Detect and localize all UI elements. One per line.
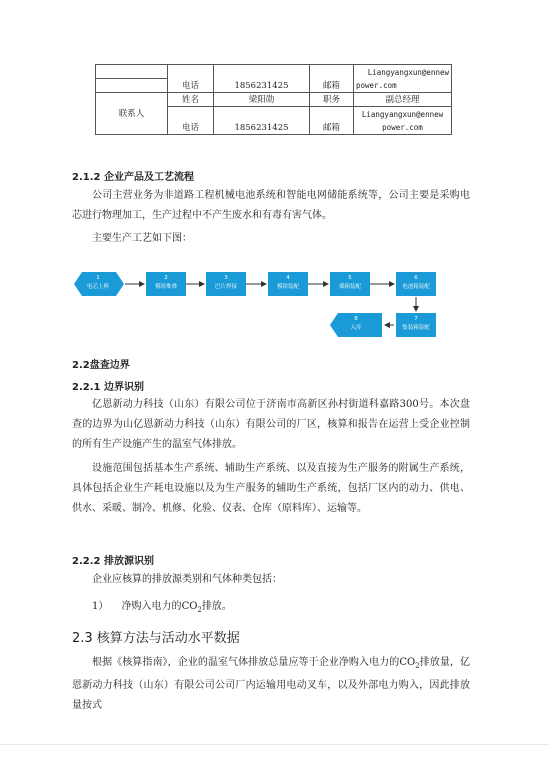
flow-step-1: 1 电芯上料 xyxy=(86,275,109,290)
table-cell: 邮箱 xyxy=(310,107,354,135)
table-cell: 姓名 xyxy=(168,93,214,107)
contact-label: 联系人 xyxy=(96,93,168,135)
list-number: 1） xyxy=(92,601,109,612)
table-cell: 梁阳勋 xyxy=(214,93,310,107)
contact-table xyxy=(95,64,452,135)
section-heading-2-2-2: 2.2.2 排放源识别 xyxy=(72,556,154,567)
list-item: 1） 净购入电力的$CO_2$排放。 xyxy=(92,601,232,614)
table-cell xyxy=(96,79,168,93)
paragraph: 主要生产工艺如下图： xyxy=(92,233,192,244)
paragraph: 亿恩新动力科技（山东）有限公司位于济南市高新区孙村街道科嘉路300号。本次盘查的边界为山亿恩新动力科技（山东）有限公司的厂区，核算和报告在运营上受企业控制的所有生产设施产生的温室气体排放。 xyxy=(72,399,470,450)
section-heading-2-1-2: 2.1.2 企业产品及工艺流程 xyxy=(72,172,194,183)
email-cell xyxy=(354,107,452,135)
email-line: power.com xyxy=(382,122,423,132)
table-cell: 电话 xyxy=(168,65,214,93)
flow-step-5: 5 插箱装配 xyxy=(330,272,370,296)
table-cell: 副总经理 xyxy=(354,93,452,107)
paragraph: 企业应核算的排放源类别和气体种类包括： xyxy=(92,574,282,585)
email-cell xyxy=(354,65,452,93)
email-line: Liangyangxun@ennew xyxy=(367,67,449,77)
section-heading-2-2-1: 2.2.1 边界识别 xyxy=(72,382,144,393)
table-cell: 1856231425 xyxy=(214,65,310,93)
paragraph: 公司主营业务为非道路工程机械电池系统和智能电网储能系统等，公司主要是采购电芯进行物理加工，生产过程中不产生废水和有毒有害气体。 xyxy=(72,190,470,221)
process-flow-diagram xyxy=(70,266,470,338)
flow-step-2: 2 模组堆叠 xyxy=(146,272,186,296)
paragraph: 根据《核算指南》，企业的温室气体排放总量应等于企业净购入电力的$CO_2$排放量，亿恩新动力科技（山东）有限公司公司厂内运输用电动叉车，以及外部电力购入，因此排放量按式 xyxy=(72,657,471,711)
email-line: Liangyangxun@ennew xyxy=(361,109,444,119)
flow-step-7: 7 集装箱装配 xyxy=(396,313,436,337)
section-heading-2-3: 2.3 核算方法与活动水平数据 xyxy=(72,631,240,646)
table-cell: 职务 xyxy=(310,93,354,107)
paragraph: 设施范围包括基本生产系统、辅助生产系统、以及直接为生产服务的附属生产系统，具体包括企业生产耗电设施以及为生产服务的辅助生产系统，包括厂区内的动力、供电、供水、采暖、制冷、机修、化验、仪表、仓库（原料库）、运输等。 xyxy=(72,463,470,514)
flow-step-3: 3 巴片焊接 xyxy=(206,272,246,296)
flow-step-6: 6 电池箱装配 xyxy=(396,272,436,296)
flow-step-4: 4 模组装配 xyxy=(268,272,308,296)
table-cell: 电话 xyxy=(168,107,214,135)
flow-step-8: 8 入库 xyxy=(350,316,362,331)
page-footer-line xyxy=(0,744,549,745)
table-cell: 邮箱 xyxy=(310,65,354,93)
table-cell xyxy=(96,65,168,79)
section-heading-2-2: 2.2盘查边界 xyxy=(72,360,130,371)
email-line: power.com xyxy=(356,80,397,90)
table-cell: 1856231425 xyxy=(214,107,310,135)
